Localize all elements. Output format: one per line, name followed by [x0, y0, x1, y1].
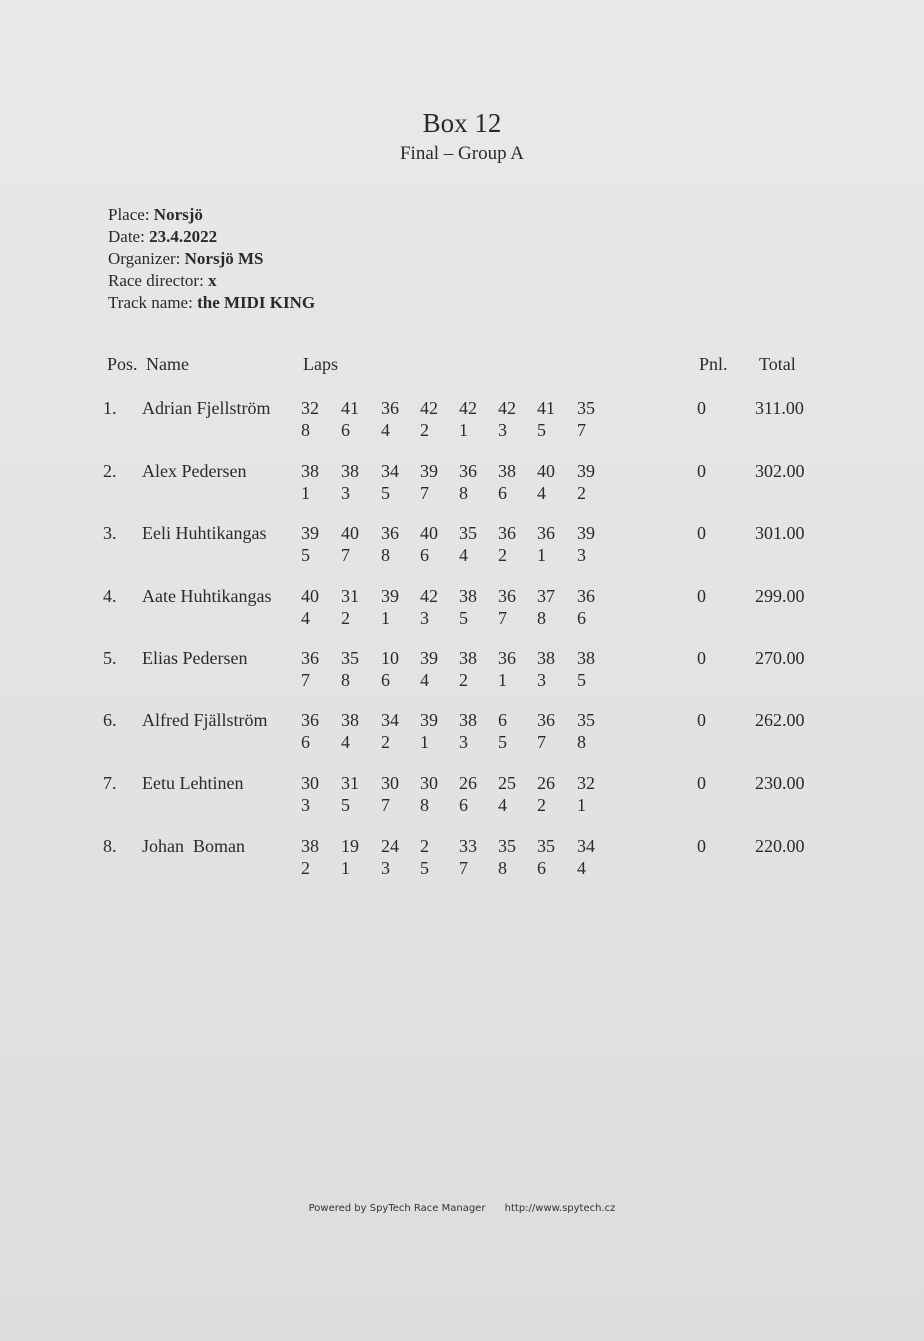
row-penalty: 0 — [697, 773, 706, 793]
row-lap-count: 2 — [420, 836, 429, 856]
row-heat-order: 3 — [341, 483, 350, 503]
row-driver-name: Alex Pedersen — [142, 461, 247, 481]
row-heat-order: 1 — [498, 670, 507, 690]
row-lap-count: 39 — [420, 461, 438, 481]
row-heat-order: 1 — [459, 420, 468, 440]
row-heat-order: 2 — [420, 420, 429, 440]
row-lap-count: 35 — [577, 710, 595, 730]
info-label: Race director: — [108, 271, 204, 290]
row-lap-count: 26 — [459, 773, 477, 793]
row-lap-count: 30 — [301, 773, 319, 793]
row-total: 262.00 — [755, 710, 805, 730]
header-laps: Laps — [303, 354, 338, 374]
info-track-name — [108, 292, 315, 314]
row-lap-count: 38 — [459, 586, 477, 606]
row-lap-count: 38 — [537, 648, 555, 668]
page-subtitle: Final – Group A — [399, 143, 525, 164]
row-lap-count: 40 — [341, 523, 359, 543]
row-heat-order: 4 — [420, 670, 429, 690]
row-lap-count: 34 — [577, 836, 595, 856]
row-heat-order: 4 — [459, 545, 468, 565]
row-heat-order: 4 — [341, 732, 350, 752]
row-heat-order: 2 — [459, 670, 468, 690]
row-driver-name: Eetu Lehtinen — [142, 773, 244, 793]
row-lap-count: 42 — [420, 586, 438, 606]
row-lap-count: 35 — [459, 523, 477, 543]
row-penalty: 0 — [697, 836, 706, 856]
row-lap-count: 26 — [537, 773, 555, 793]
row-lap-count: 30 — [381, 773, 399, 793]
row-heat-order: 8 — [341, 670, 350, 690]
row-lap-count: 10 — [381, 648, 399, 668]
row-position: 5. — [103, 648, 117, 668]
header-total: Total — [759, 354, 796, 374]
info-value: x — [208, 271, 217, 290]
row-lap-count: 38 — [341, 461, 359, 481]
row-heat-order: 7 — [498, 608, 507, 628]
row-heat-order: 6 — [301, 732, 310, 752]
row-lap-count: 35 — [341, 648, 359, 668]
row-total: 220.00 — [755, 836, 805, 856]
row-lap-count: 36 — [381, 523, 399, 543]
info-label: Track name: — [108, 293, 193, 312]
row-heat-order: 5 — [420, 858, 429, 878]
row-lap-count: 39 — [420, 710, 438, 730]
row-heat-order: 6 — [420, 545, 429, 565]
row-lap-count: 33 — [459, 836, 477, 856]
row-penalty: 0 — [697, 586, 706, 606]
row-heat-order: 6 — [577, 608, 586, 628]
row-heat-order: 8 — [537, 608, 546, 628]
row-lap-count: 39 — [301, 523, 319, 543]
row-lap-count: 34 — [381, 710, 399, 730]
page-title: Box 12 — [422, 108, 502, 138]
row-lap-count: 39 — [381, 586, 399, 606]
row-heat-order: 2 — [301, 858, 310, 878]
row-heat-order: 8 — [577, 732, 586, 752]
row-heat-order: 2 — [341, 608, 350, 628]
row-lap-count: 35 — [498, 836, 516, 856]
row-driver-name: Adrian Fjellström — [142, 398, 271, 418]
row-position: 1. — [103, 398, 117, 418]
row-lap-count: 39 — [577, 461, 595, 481]
row-heat-order: 1 — [341, 858, 350, 878]
row-lap-count: 31 — [341, 586, 359, 606]
row-position: 4. — [103, 586, 117, 606]
info-organizer — [108, 248, 315, 270]
row-lap-count: 6 — [498, 710, 507, 730]
row-total: 299.00 — [755, 586, 805, 606]
row-lap-count: 38 — [577, 648, 595, 668]
row-heat-order: 3 — [301, 795, 310, 815]
row-heat-order: 8 — [459, 483, 468, 503]
row-heat-order: 6 — [498, 483, 507, 503]
row-total: 311.00 — [755, 398, 804, 418]
row-lap-count: 36 — [498, 648, 516, 668]
row-heat-order: 7 — [537, 732, 546, 752]
table-row — [0, 523, 924, 583]
info-label: Place: — [108, 205, 150, 224]
row-heat-order: 1 — [420, 732, 429, 752]
row-heat-order: 7 — [577, 420, 586, 440]
footer-powered-by: Powered by SpyTech Race Manager — [308, 1203, 486, 1214]
row-driver-name: Aate Huhtikangas — [142, 586, 272, 606]
row-total: 230.00 — [755, 773, 805, 793]
row-penalty: 0 — [697, 398, 706, 418]
row-driver-name: Alfred Fjällström — [142, 710, 268, 730]
row-heat-order: 4 — [498, 795, 507, 815]
table-row — [0, 773, 924, 833]
header-pos: Pos. — [107, 354, 138, 374]
row-heat-order: 5 — [498, 732, 507, 752]
row-lap-count: 35 — [537, 836, 555, 856]
row-lap-count: 41 — [537, 398, 555, 418]
row-total: 301.00 — [755, 523, 805, 543]
row-heat-order: 6 — [537, 858, 546, 878]
race-info — [108, 204, 315, 314]
row-position: 8. — [103, 836, 117, 856]
row-heat-order: 8 — [498, 858, 507, 878]
row-lap-count: 32 — [301, 398, 319, 418]
row-lap-count: 31 — [341, 773, 359, 793]
row-lap-count: 38 — [341, 710, 359, 730]
table-row — [0, 710, 924, 770]
row-lap-count: 32 — [577, 773, 595, 793]
row-lap-count: 38 — [459, 648, 477, 668]
row-lap-count: 40 — [301, 586, 319, 606]
row-lap-count: 42 — [420, 398, 438, 418]
info-value: 23.4.2022 — [149, 227, 218, 246]
row-heat-order: 2 — [577, 483, 586, 503]
row-heat-order: 5 — [301, 545, 310, 565]
row-heat-order: 4 — [381, 420, 390, 440]
info-race-director — [108, 270, 315, 292]
row-lap-count: 36 — [381, 398, 399, 418]
row-heat-order: 7 — [420, 483, 429, 503]
table-row — [0, 398, 924, 458]
info-place — [108, 204, 315, 226]
row-lap-count: 36 — [498, 523, 516, 543]
row-lap-count: 38 — [301, 461, 319, 481]
row-driver-name: Eeli Huhtikangas — [142, 523, 267, 543]
table-row — [0, 836, 924, 896]
row-lap-count: 25 — [498, 773, 516, 793]
row-heat-order: 3 — [577, 545, 586, 565]
row-heat-order: 4 — [301, 608, 310, 628]
row-heat-order: 5 — [341, 795, 350, 815]
row-heat-order: 1 — [301, 483, 310, 503]
row-heat-order: 2 — [498, 545, 507, 565]
info-value: the MIDI KING — [197, 293, 316, 312]
row-heat-order: 3 — [381, 858, 390, 878]
row-heat-order: 7 — [341, 545, 350, 565]
row-lap-count: 34 — [381, 461, 399, 481]
row-penalty: 0 — [697, 648, 706, 668]
row-lap-count: 19 — [341, 836, 359, 856]
row-driver-name: Johan Boman — [142, 836, 245, 856]
row-lap-count: 24 — [381, 836, 399, 856]
row-lap-count: 36 — [537, 523, 555, 543]
row-heat-order: 2 — [537, 795, 546, 815]
row-heat-order: 3 — [498, 420, 507, 440]
row-lap-count: 36 — [301, 648, 319, 668]
row-heat-order: 2 — [381, 732, 390, 752]
row-lap-count: 35 — [577, 398, 595, 418]
row-heat-order: 6 — [459, 795, 468, 815]
row-position: 3. — [103, 523, 117, 543]
row-penalty: 0 — [697, 523, 706, 543]
row-penalty: 0 — [697, 461, 706, 481]
table-row — [0, 586, 924, 646]
table-row — [0, 461, 924, 521]
footer-url: http://www.spytech.cz — [504, 1203, 616, 1214]
row-lap-count: 42 — [498, 398, 516, 418]
row-total: 270.00 — [755, 648, 805, 668]
row-lap-count: 30 — [420, 773, 438, 793]
row-heat-order: 6 — [381, 670, 390, 690]
row-lap-count: 39 — [420, 648, 438, 668]
row-heat-order: 6 — [341, 420, 350, 440]
info-value: Norsjö MS — [184, 249, 264, 268]
row-lap-count: 36 — [498, 586, 516, 606]
row-position: 7. — [103, 773, 117, 793]
row-lap-count: 38 — [459, 710, 477, 730]
row-heat-order: 8 — [381, 545, 390, 565]
row-heat-order: 5 — [381, 483, 390, 503]
row-lap-count: 38 — [498, 461, 516, 481]
row-position: 6. — [103, 710, 117, 730]
row-heat-order: 7 — [459, 858, 468, 878]
row-total: 302.00 — [755, 461, 805, 481]
row-penalty: 0 — [697, 710, 706, 730]
table-row — [0, 648, 924, 708]
header-name: Name — [146, 354, 189, 374]
row-lap-count: 38 — [301, 836, 319, 856]
row-heat-order: 8 — [420, 795, 429, 815]
row-driver-name: Elias Pedersen — [142, 648, 248, 668]
footer — [0, 1203, 924, 1214]
row-heat-order: 4 — [577, 858, 586, 878]
row-heat-order: 7 — [301, 670, 310, 690]
row-lap-count: 37 — [537, 586, 555, 606]
row-lap-count: 39 — [577, 523, 595, 543]
row-heat-order: 3 — [459, 732, 468, 752]
row-heat-order: 1 — [381, 608, 390, 628]
row-heat-order: 7 — [381, 795, 390, 815]
info-label: Organizer: — [108, 249, 181, 268]
row-lap-count: 42 — [459, 398, 477, 418]
row-heat-order: 5 — [577, 670, 586, 690]
row-lap-count: 36 — [537, 710, 555, 730]
row-lap-count: 40 — [420, 523, 438, 543]
row-position: 2. — [103, 461, 117, 481]
row-lap-count: 40 — [537, 461, 555, 481]
row-heat-order: 1 — [577, 795, 586, 815]
row-lap-count: 41 — [341, 398, 359, 418]
row-lap-count: 36 — [301, 710, 319, 730]
row-heat-order: 3 — [537, 670, 546, 690]
info-date — [108, 226, 315, 248]
row-heat-order: 3 — [420, 608, 429, 628]
row-heat-order: 5 — [459, 608, 468, 628]
row-heat-order: 1 — [537, 545, 546, 565]
info-label: Date: — [108, 227, 145, 246]
row-heat-order: 8 — [301, 420, 310, 440]
header-pnl: Pnl. — [699, 354, 728, 374]
row-lap-count: 36 — [459, 461, 477, 481]
info-value: Norsjö — [153, 205, 203, 224]
row-heat-order: 5 — [537, 420, 546, 440]
row-lap-count: 36 — [577, 586, 595, 606]
row-heat-order: 4 — [537, 483, 546, 503]
